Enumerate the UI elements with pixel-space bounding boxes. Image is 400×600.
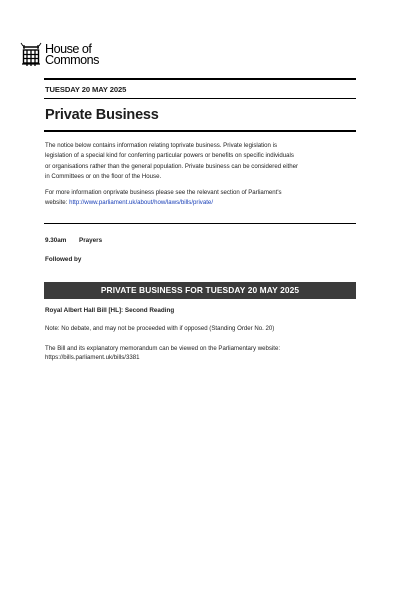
intro-paragraph — [45, 141, 357, 183]
schedule-entry — [45, 237, 102, 244]
followed-by: Followed by — [45, 256, 82, 263]
private-business-link[interactable]: http://www.parliament.uk/about/how/laws/bills/private/ — [69, 199, 214, 207]
availability-line: The Bill and its explanatory memorandum can be viewed on the Parliamentary website: — [45, 345, 281, 352]
date-heading: TUESDAY 20 MAY 2025 — [45, 85, 127, 94]
house-of-commons-logo — [20, 42, 99, 68]
intro-line: The notice below contains information relating toprivate business. Private legislation is — [45, 142, 278, 149]
bill-availability — [45, 344, 357, 362]
schedule-item: Prayers — [79, 237, 103, 244]
bill-url: https://bills.parliament.uk/bills/3381 — [45, 354, 140, 361]
logo-line-2: Commons — [45, 53, 99, 67]
divider — [44, 78, 356, 80]
more-info-line: For more information onprivate business please see the relevant section of Parliament's — [45, 189, 282, 196]
intro-line: in Committees or on the floor of the House. — [45, 173, 162, 181]
schedule-time: 9.30am — [45, 237, 67, 244]
logo-line-1: House of — [45, 41, 92, 56]
divider — [44, 223, 356, 224]
divider — [44, 130, 356, 132]
intro-line: or organisations rather than the general population. Private business can be considered either — [45, 162, 299, 170]
divider — [44, 98, 356, 99]
intro-line: legislation of a special kind for conferring particular powers or benefits on specific individuals — [45, 152, 294, 160]
more-info-prefix: website: — [45, 199, 70, 207]
more-info-line — [45, 198, 357, 208]
bill-note: Note: No debate, and may not be proceeded with if opposed (Standing Order No. 20) — [45, 325, 275, 332]
page-title: Private Business — [45, 107, 159, 123]
more-info-paragraph — [45, 188, 357, 209]
bill-title: Royal Albert Hall Bill [HL]: Second Reading — [45, 307, 175, 314]
section-banner: PRIVATE BUSINESS FOR TUESDAY 20 MAY 2025 — [44, 282, 356, 299]
logo-wordmark — [45, 41, 99, 67]
portcullis-icon — [20, 42, 42, 68]
